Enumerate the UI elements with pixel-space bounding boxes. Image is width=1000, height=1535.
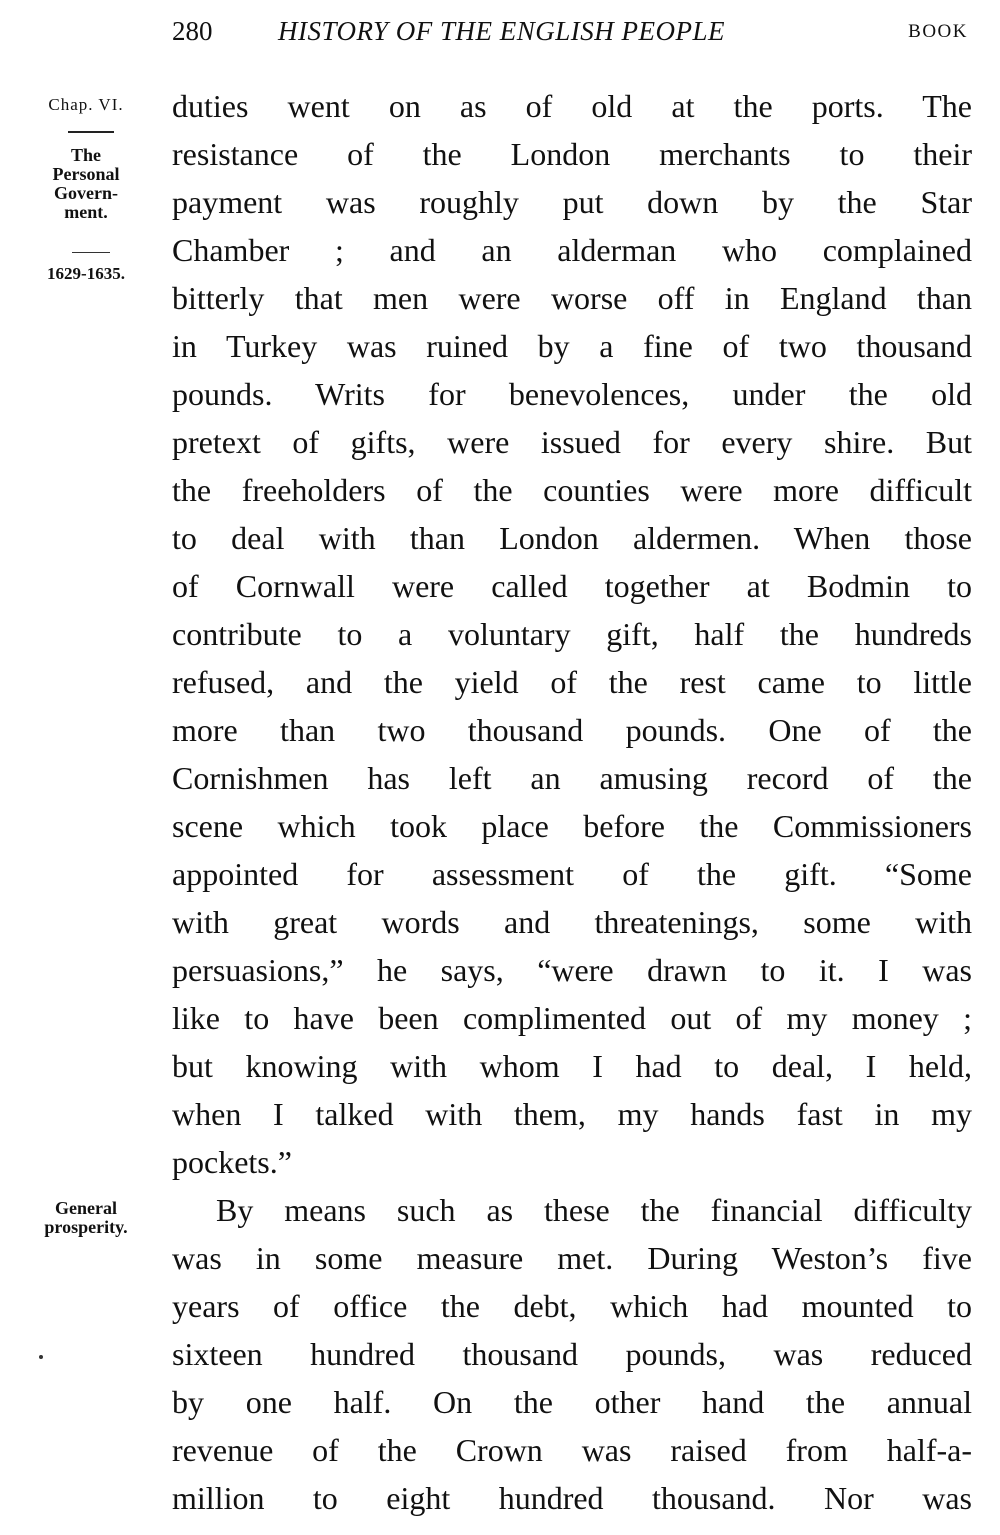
text-line: pretext of gifts, were issued for every shire. But [172, 424, 972, 460]
sidenote-line: Personal [52, 163, 120, 184]
text-line: bitterly that men were worse off in England than [172, 280, 972, 316]
margin-dot-mark [39, 1355, 43, 1359]
text-line: more than two thousand pounds. One of the [172, 712, 972, 748]
text-line: with great words and threatenings, some with [172, 904, 972, 940]
text-line: to deal with than London aldermen. When those [172, 520, 972, 556]
text-line: but knowing with whom I had to deal, I held, [172, 1048, 972, 1084]
dates-rule [72, 252, 110, 253]
text-line: contribute to a voluntary gift, half the hundreds [172, 616, 972, 652]
text-line: of Cornwall were called together at Bodmin to [172, 568, 972, 604]
text-line: Chamber ; and an alderman who complained [172, 232, 972, 268]
text-line: duties went on as of old at the ports. The [172, 88, 972, 124]
text-line: refused, and the yield of the rest came to little [172, 664, 972, 700]
text-line: resistance of the London merchants to their [172, 136, 972, 172]
text-line: pounds. Writs for benevolences, under the old [172, 376, 972, 412]
text-line: revenue of the Crown was raised from half-a- [172, 1432, 972, 1468]
text-line: sixteen hundred thousand pounds, was reduced [172, 1336, 972, 1372]
chapter-rule [68, 131, 114, 133]
text-line: By means such as these the financial difficulty [216, 1192, 972, 1228]
sidenote-line: The [70, 145, 101, 165]
book-label: BOOK [908, 21, 968, 42]
text-line: was in some measure met. During Weston’s five [172, 1240, 972, 1276]
text-line: when I talked with them, my hands fast in my [172, 1096, 972, 1132]
text-line: pockets.” [172, 1144, 292, 1180]
sidenote-dates: 1629-1635. [47, 264, 125, 283]
sidenote-line: prosperity. [44, 1216, 128, 1237]
text-line: Cornishmen has left an amusing record of the [172, 760, 972, 796]
text-line: million to eight hundred thousand. Nor was [172, 1480, 972, 1516]
sidenote-line: Govern- [54, 182, 118, 203]
text-line: appointed for assessment of the gift. “Some [172, 856, 972, 892]
text-line: years of office the debt, which had mounted to [172, 1288, 972, 1324]
text-line: like to have been complimented out of my money ; [172, 1000, 972, 1036]
body-text [172, 82, 972, 1522]
text-line: persuasions,” he says, “were drawn to it. I was [172, 952, 972, 988]
text-line: the freeholders of the counties were more difficult [172, 472, 972, 508]
running-title: HISTORY OF THE ENGLISH PEOPLE [278, 16, 726, 46]
text-line: scene which took place before the Commissioners [172, 808, 972, 844]
text-line: by one half. On the other hand the annual [172, 1384, 972, 1420]
text-line: payment was roughly put down by the Star [172, 184, 972, 220]
sidenote-personal-government [24, 146, 148, 222]
text-line: in Turkey was ruined by a fine of two thousand [172, 328, 972, 364]
sidenote-line: ment. [64, 201, 108, 222]
sidenote-line: General [55, 1198, 117, 1218]
chapter-label: Chap. VI. [48, 95, 124, 114]
page-number: 280 [172, 16, 213, 46]
sidenote-general-prosperity [24, 1199, 148, 1237]
running-header [172, 16, 972, 50]
